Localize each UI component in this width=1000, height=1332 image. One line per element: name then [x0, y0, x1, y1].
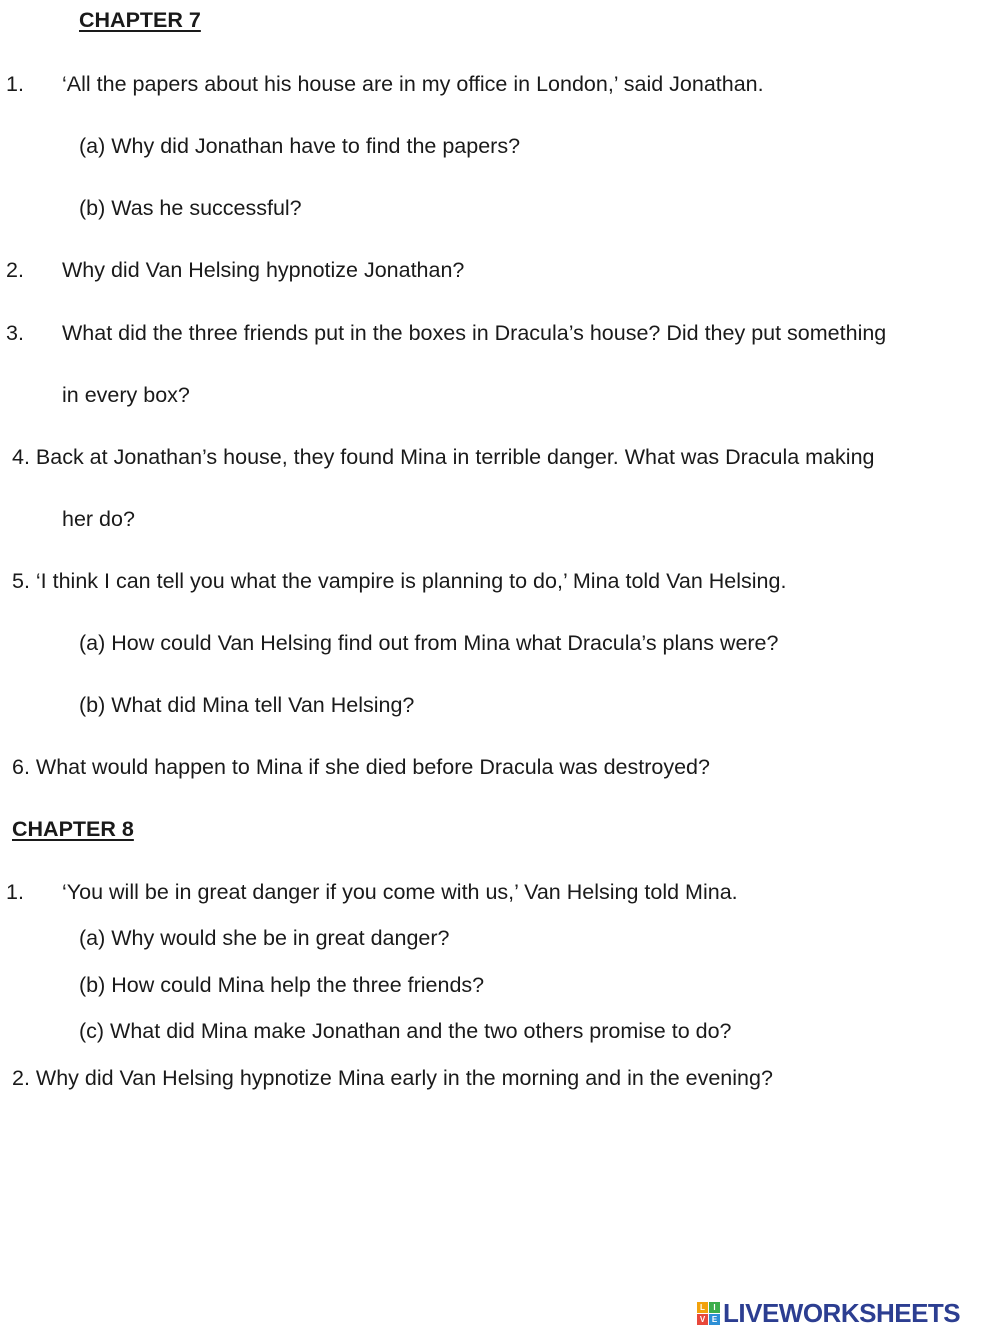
ch7-q4-text-line-2: her do? — [62, 507, 135, 531]
ch7-q2-number: 2. — [6, 258, 24, 282]
ch7-q2-text: Why did Van Helsing hypnotize Jonathan? — [62, 258, 465, 282]
ch8-q1-text: ‘You will be in great danger if you come with us,’ Van Helsing told Mina. — [62, 880, 738, 904]
ch7-q3-text-line-1: What did the three friends put in the boxes in Dracula’s house? Did they put something — [62, 321, 887, 345]
ch8-q2-text: 2. Why did Van Helsing hypnotize Mina early in the morning and in the evening? — [12, 1066, 773, 1090]
liveworksheets-logo[interactable] — [697, 1298, 960, 1328]
logo-tile-2: I — [709, 1302, 720, 1313]
ch7-q1-part-a: (a) Why did Jonathan have to find the papers? — [79, 134, 521, 158]
logo-tile-3: V — [697, 1314, 708, 1325]
ch7-q5-part-a: (a) How could Van Helsing find out from Mina what Dracula’s plans were? — [79, 631, 779, 655]
logo-mark-icon — [697, 1302, 720, 1325]
chapter-7-heading: CHAPTER 7 — [79, 8, 201, 32]
ch8-q1-number: 1. — [6, 880, 24, 904]
ch7-q1-text: ‘All the papers about his house are in my office in London,’ said Jonathan. — [62, 72, 764, 96]
ch8-q1-part-c: (c) What did Mina make Jonathan and the two others promise to do? — [79, 1019, 732, 1043]
chapter-8-heading: CHAPTER 8 — [12, 817, 134, 841]
ch7-q5-text: 5. ‘I think I can tell you what the vampire is planning to do,’ Mina told Van Helsing. — [12, 569, 787, 593]
ch8-q1-part-a: (a) Why would she be in great danger? — [79, 926, 450, 950]
ch8-q1-part-b: (b) How could Mina help the three friends? — [79, 973, 485, 997]
ch7-q3-number: 3. — [6, 321, 24, 345]
ch7-q1-part-b: (b) Was he successful? — [79, 196, 302, 220]
ch7-q6-text: 6. What would happen to Mina if she died before Dracula was destroyed? — [12, 755, 710, 779]
ch7-q1-number: 1. — [6, 72, 24, 96]
logo-tile-1: L — [697, 1302, 708, 1313]
ch7-q5-part-b: (b) What did Mina tell Van Helsing? — [79, 693, 415, 717]
ch7-q4-text-line-1: 4. Back at Jonathan’s house, they found Mina in terrible danger. What was Dracula making — [12, 445, 875, 469]
ch7-q3-text-line-2: in every box? — [62, 383, 190, 407]
logo-tile-4: E — [709, 1314, 720, 1325]
logo-text: LIVEWORKSHEETS — [723, 1297, 961, 1328]
